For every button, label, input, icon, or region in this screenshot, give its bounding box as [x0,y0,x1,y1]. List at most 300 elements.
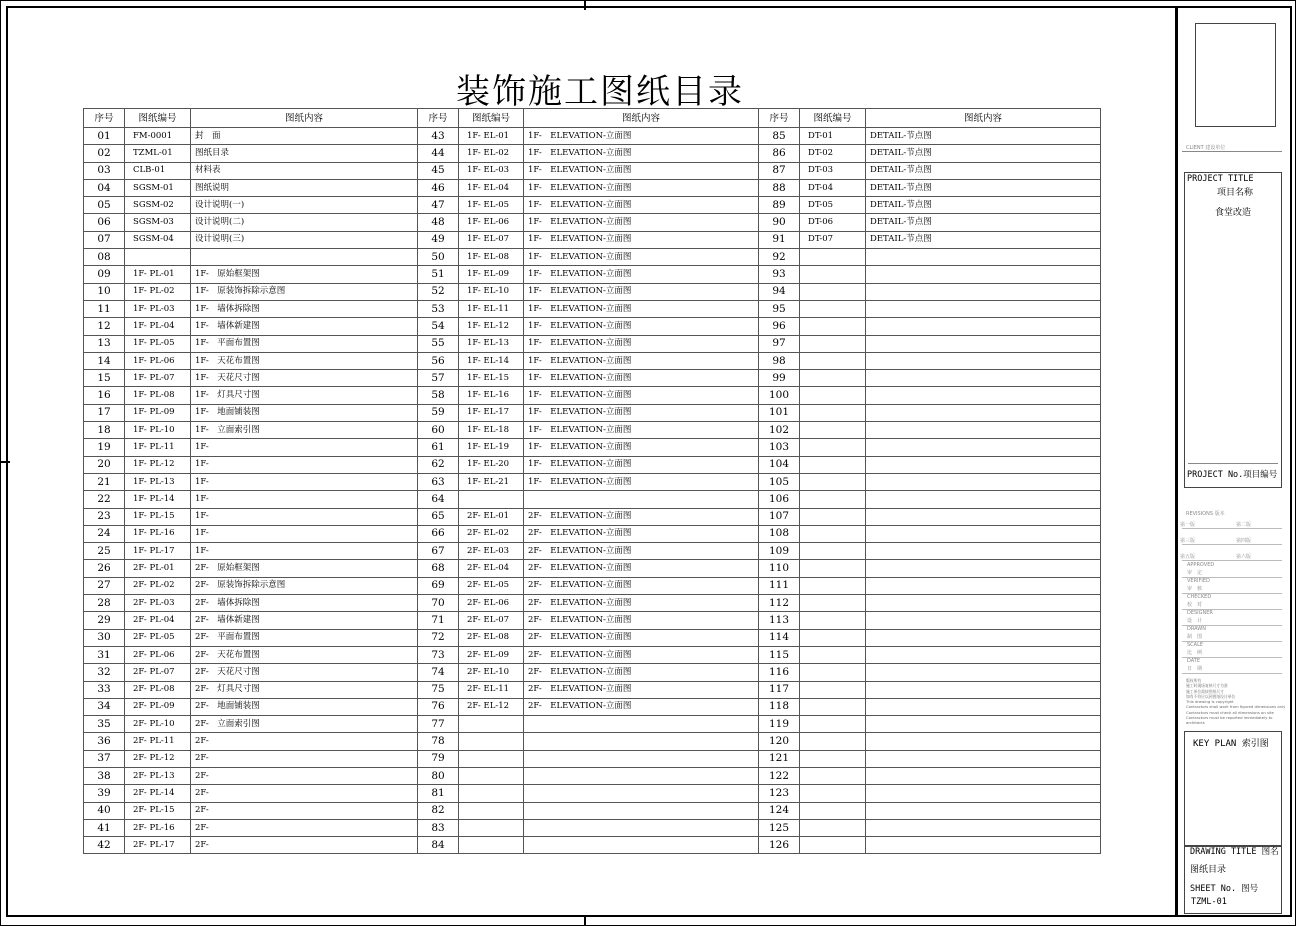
content-cell: 2F- 立面索引图 [191,716,418,733]
content-cell: 1F- 原始框架图 [191,266,418,283]
code-cell [800,802,866,819]
code-cell: 1F- PL-11 [125,439,191,456]
content-cell [524,750,759,767]
seq-cell: 17 [84,404,125,421]
code-cell [800,595,866,612]
seq-cell: 07 [84,231,125,248]
content-cell: 2F- [191,819,418,836]
content-cell [866,785,1101,802]
content-cell [866,283,1101,300]
seq-cell: 116 [759,664,800,681]
content-cell [866,802,1101,819]
table-row [84,595,1101,612]
code-cell [800,577,866,594]
divider [1182,673,1282,674]
content-cell [524,819,759,836]
code-cell: 2F- PL-12 [125,750,191,767]
content-cell: 1F- ELEVATION-立面图 [524,335,759,352]
seq-cell: 47 [418,197,459,214]
content-cell [866,422,1101,439]
content-cell: 2F- 灯具尺寸图 [191,681,418,698]
seq-cell: 28 [84,595,125,612]
seq-cell: 16 [84,387,125,404]
code-cell: 1F- EL-05 [459,197,524,214]
code-cell: 2F- EL-12 [459,698,524,715]
revision-4: 第四版 [1236,538,1252,544]
project-box [1184,172,1282,488]
table-row [84,128,1101,145]
center-mark-bottom [584,916,586,926]
content-cell [866,612,1101,629]
table-row [84,352,1101,369]
code-cell [800,646,866,663]
code-cell [800,681,866,698]
code-cell: 1F- EL-21 [459,473,524,490]
content-cell: 2F- ELEVATION-立面图 [524,612,759,629]
project-number-label: PROJECT No.项目编号 [1187,470,1278,480]
code-cell [459,837,524,854]
table-row [84,664,1101,681]
seq-cell: 64 [418,491,459,508]
seq-cell: 51 [418,266,459,283]
seq-cell: 97 [759,335,800,352]
header-seq: 序号 [759,109,800,128]
seq-cell: 65 [418,508,459,525]
content-cell: 1F- ELEVATION-立面图 [524,456,759,473]
content-cell: 1F- ELEVATION-立面图 [524,300,759,317]
content-cell: 1F- 墙体拆除图 [191,300,418,317]
code-cell [459,716,524,733]
code-cell: 1F- PL-05 [125,335,191,352]
table-row [84,491,1101,508]
code-cell: DT-04 [800,179,866,196]
code-cell: 1F- EL-11 [459,300,524,317]
code-cell: 2F- EL-10 [459,664,524,681]
table-row [84,560,1101,577]
page-title: 装饰施工图纸目录 [456,72,744,112]
seq-cell: 19 [84,439,125,456]
code-cell [800,819,866,836]
content-cell [866,456,1101,473]
content-cell [524,837,759,854]
divider [1182,151,1282,152]
seq-cell: 44 [418,145,459,162]
code-cell [800,473,866,490]
content-cell [524,802,759,819]
table-row [84,837,1101,854]
seq-cell: 95 [759,300,800,317]
code-cell: DT-06 [800,214,866,231]
content-cell [191,249,418,266]
seq-cell: 59 [418,404,459,421]
code-cell: 1F- PL-01 [125,266,191,283]
seq-cell: 50 [418,249,459,266]
project-name: 食堂改造 [1215,208,1252,218]
code-cell: 1F- EL-16 [459,387,524,404]
seq-cell: 36 [84,733,125,750]
content-cell [866,819,1101,836]
content-cell: 图纸目录 [191,145,418,162]
table-row [84,335,1101,352]
code-cell: 1F- EL-17 [459,404,524,421]
code-cell [800,456,866,473]
code-cell [459,767,524,784]
code-cell: 2F- PL-08 [125,681,191,698]
seq-cell: 84 [418,837,459,854]
content-cell [866,664,1101,681]
designer-label-cn: 设 计 [1187,618,1203,624]
header-content: 图纸内容 [191,109,418,128]
seq-cell: 117 [759,681,800,698]
table-row [84,473,1101,490]
code-cell [125,249,191,266]
content-cell: 1F- 原装饰拆除示意图 [191,283,418,300]
seq-cell: 09 [84,266,125,283]
code-cell: DT-05 [800,197,866,214]
content-cell [866,733,1101,750]
table-row [84,646,1101,663]
code-cell: 1F- EL-06 [459,214,524,231]
revision-2: 第二版 [1236,522,1252,528]
seq-cell: 119 [759,716,800,733]
designer-label: DESIGNER [1187,610,1213,616]
content-cell: 2F- ELEVATION-立面图 [524,681,759,698]
project-title-label: PROJECT TITLE [1187,174,1254,184]
code-cell [459,733,524,750]
code-cell [800,698,866,715]
code-cell [459,819,524,836]
content-cell: 1F- ELEVATION-立面图 [524,249,759,266]
table-row [84,197,1101,214]
note-line: Contractors shall work from figured dimensions only [1186,704,1286,710]
seq-cell: 125 [759,819,800,836]
seq-cell: 88 [759,179,800,196]
content-cell: 图纸说明 [191,179,418,196]
code-cell: SGSM-04 [125,231,191,248]
seq-cell: 67 [418,543,459,560]
table-row [84,629,1101,646]
table-row [84,370,1101,387]
seq-cell: 71 [418,612,459,629]
content-cell: 2F- [191,767,418,784]
content-cell [866,767,1101,784]
seq-cell: 33 [84,681,125,698]
seq-cell: 45 [418,162,459,179]
copyright-notes [1186,678,1292,726]
seq-cell: 122 [759,767,800,784]
content-cell: 1F- ELEVATION-立面图 [524,318,759,335]
content-cell [866,560,1101,577]
code-cell: CLB-01 [125,162,191,179]
content-cell: 2F- 墙体新建图 [191,612,418,629]
code-cell: 1F- EL-19 [459,439,524,456]
drawn-label-cn: 制 图 [1187,634,1203,640]
table-row [84,819,1101,836]
drawing-name: 图纸目录 [1190,865,1227,875]
revision-6: 第六版 [1236,554,1252,560]
header-content: 图纸内容 [524,109,759,128]
seq-cell: 13 [84,335,125,352]
note-line: 施工单位需按图纸尺寸 [1186,688,1224,694]
content-cell: 1F- 立面索引图 [191,422,418,439]
seq-cell: 70 [418,595,459,612]
approved-label-cn: 审 定 [1187,570,1203,576]
table-row [84,543,1101,560]
content-cell: 1F- ELEVATION-立面图 [524,197,759,214]
table-row [84,179,1101,196]
table-row [84,802,1101,819]
content-cell: 1F- ELEVATION-立面图 [524,283,759,300]
code-cell [800,525,866,542]
seq-cell: 123 [759,785,800,802]
code-cell: 2F- EL-09 [459,646,524,663]
seq-cell: 114 [759,629,800,646]
seq-cell: 115 [759,646,800,663]
code-cell: 2F- EL-08 [459,629,524,646]
seq-cell: 79 [418,750,459,767]
table-row [84,318,1101,335]
code-cell [459,802,524,819]
content-cell [866,352,1101,369]
table-row [84,785,1101,802]
seq-cell: 112 [759,595,800,612]
content-cell: 2F- ELEVATION-立面图 [524,698,759,715]
seq-cell: 100 [759,387,800,404]
content-cell [866,387,1101,404]
seq-cell: 27 [84,577,125,594]
revisions-label: REVISIONS 版本 [1186,511,1225,517]
seq-cell: 10 [84,283,125,300]
code-cell [800,750,866,767]
seq-cell: 68 [418,560,459,577]
seq-cell: 43 [418,128,459,145]
code-cell [800,543,866,560]
date-label: DATE [1187,658,1201,664]
seq-cell: 20 [84,456,125,473]
verified-label: VERIFIED [1187,578,1210,584]
code-cell [800,560,866,577]
code-cell: DT-01 [800,128,866,145]
seq-cell: 92 [759,249,800,266]
center-mark-left [0,461,10,463]
content-cell [866,439,1101,456]
seq-cell: 111 [759,577,800,594]
revision-1: 第一版 [1180,522,1196,528]
code-cell [459,750,524,767]
code-cell: 2F- EL-04 [459,560,524,577]
content-cell: 1F- 墙体新建图 [191,318,418,335]
code-cell: 1F- EL-09 [459,266,524,283]
table-row [84,162,1101,179]
seq-cell: 93 [759,266,800,283]
seq-cell: 120 [759,733,800,750]
content-cell: 1F- 灯具尺寸图 [191,387,418,404]
seq-cell: 126 [759,837,800,854]
seq-cell: 75 [418,681,459,698]
content-cell: 1F- ELEVATION-立面图 [524,162,759,179]
code-cell [800,352,866,369]
code-cell: 1F- EL-15 [459,370,524,387]
content-cell [866,629,1101,646]
code-cell [800,335,866,352]
content-cell: 2F- ELEVATION-立面图 [524,629,759,646]
code-cell: 1F- EL-18 [459,422,524,439]
code-cell: 2F- PL-13 [125,767,191,784]
seq-cell: 48 [418,214,459,231]
code-cell: 2F- EL-02 [459,525,524,542]
content-cell: 2F- [191,837,418,854]
seq-cell: 104 [759,456,800,473]
seq-cell: 34 [84,698,125,715]
code-cell: 1F- EL-08 [459,249,524,266]
seq-cell: 56 [418,352,459,369]
code-cell: 1F- EL-20 [459,456,524,473]
code-cell: SGSM-01 [125,179,191,196]
seq-cell: 108 [759,525,800,542]
code-cell: 1F- PL-04 [125,318,191,335]
table-row [84,145,1101,162]
code-cell: 1F- EL-02 [459,145,524,162]
code-cell: 2F- PL-01 [125,560,191,577]
seq-cell: 77 [418,716,459,733]
content-cell: 2F- [191,750,418,767]
seq-cell: 110 [759,560,800,577]
code-cell: 1F- EL-04 [459,179,524,196]
seq-cell: 99 [759,370,800,387]
code-cell [800,318,866,335]
code-cell: 1F- EL-13 [459,335,524,352]
content-cell [866,318,1101,335]
code-cell: 2F- EL-07 [459,612,524,629]
code-cell: TZML-01 [125,145,191,162]
content-cell [866,716,1101,733]
code-cell: 1F- PL-16 [125,525,191,542]
seq-cell: 78 [418,733,459,750]
content-cell: 设计说明(二) [191,214,418,231]
content-cell [866,266,1101,283]
content-cell: 1F- [191,543,418,560]
code-cell: 1F- PL-03 [125,300,191,317]
code-cell [800,767,866,784]
code-cell: 1F- PL-06 [125,352,191,369]
content-cell [866,300,1101,317]
content-cell: DETAIL-节点图 [866,162,1101,179]
code-cell: 2F- PL-06 [125,646,191,663]
divider [1182,544,1282,545]
seq-cell: 04 [84,179,125,196]
seq-cell: 22 [84,491,125,508]
content-cell [866,543,1101,560]
content-cell: 1F- ELEVATION-立面图 [524,352,759,369]
code-cell [800,370,866,387]
seq-cell: 102 [759,422,800,439]
content-cell: 设计说明(一) [191,197,418,214]
code-cell: 1F- EL-07 [459,231,524,248]
seq-cell: 83 [418,819,459,836]
seq-cell: 72 [418,629,459,646]
content-cell: 1F- ELEVATION-立面图 [524,145,759,162]
code-cell: 1F- EL-03 [459,162,524,179]
seq-cell: 12 [84,318,125,335]
content-cell: 1F- 平面布置图 [191,335,418,352]
code-cell [800,404,866,421]
code-cell: 2F- PL-16 [125,819,191,836]
code-cell: 2F- EL-05 [459,577,524,594]
content-cell: 1F- ELEVATION-立面图 [524,231,759,248]
table-row [84,300,1101,317]
content-cell: DETAIL-节点图 [866,214,1101,231]
content-cell: 1F- ELEVATION-立面图 [524,370,759,387]
seq-cell: 42 [84,837,125,854]
header-content: 图纸内容 [866,109,1101,128]
table-row [84,767,1101,784]
content-cell [866,681,1101,698]
seq-cell: 87 [759,162,800,179]
code-cell [800,837,866,854]
content-cell [866,750,1101,767]
table-row [84,283,1101,300]
note-line: 版权所有 [1186,678,1202,683]
content-cell: 1F- 天花尺寸图 [191,370,418,387]
content-cell: 1F- ELEVATION-立面图 [524,473,759,490]
seq-cell: 106 [759,491,800,508]
content-cell [524,733,759,750]
content-cell [866,646,1101,663]
code-cell: 1F- PL-09 [125,404,191,421]
table-row [84,577,1101,594]
seq-cell: 113 [759,612,800,629]
content-cell: 2F- [191,733,418,750]
content-cell: 2F- 平面布置图 [191,629,418,646]
client-label: CLIENT 建设单位 [1186,145,1226,151]
code-cell [800,664,866,681]
content-cell: 设计说明(三) [191,231,418,248]
code-cell: 1F- EL-14 [459,352,524,369]
seq-cell: 49 [418,231,459,248]
content-cell: 1F- [191,456,418,473]
content-cell [866,595,1101,612]
content-cell: 1F- ELEVATION-立面图 [524,387,759,404]
content-cell: 1F- [191,508,418,525]
note-line: 施工时現场复核尺寸为准 [1186,683,1228,689]
code-cell: 1F- PL-13 [125,473,191,490]
seq-cell: 55 [418,335,459,352]
content-cell: 1F- [191,473,418,490]
content-cell: 1F- ELEVATION-立面图 [524,422,759,439]
code-cell: 1F- PL-12 [125,456,191,473]
seq-cell: 124 [759,802,800,819]
table-row [84,508,1101,525]
code-cell: DT-02 [800,145,866,162]
seq-cell: 05 [84,197,125,214]
code-cell: 1F- EL-10 [459,283,524,300]
content-cell: 1F- [191,491,418,508]
verified-label-cn: 审 核 [1187,586,1203,592]
code-cell [800,249,866,266]
seq-cell: 18 [84,422,125,439]
code-cell [800,508,866,525]
sheet-number-label: SHEET No. 图号 [1190,884,1259,894]
header-code: 图纸编号 [125,109,191,128]
content-cell [866,249,1101,266]
content-cell: 2F- ELEVATION-立面图 [524,560,759,577]
checked-label-cn: 校 对 [1187,602,1203,608]
code-cell [800,716,866,733]
seq-cell: 96 [759,318,800,335]
seq-cell: 31 [84,646,125,663]
drawn-label: DRAWN [1187,626,1206,632]
table-row [84,716,1101,733]
